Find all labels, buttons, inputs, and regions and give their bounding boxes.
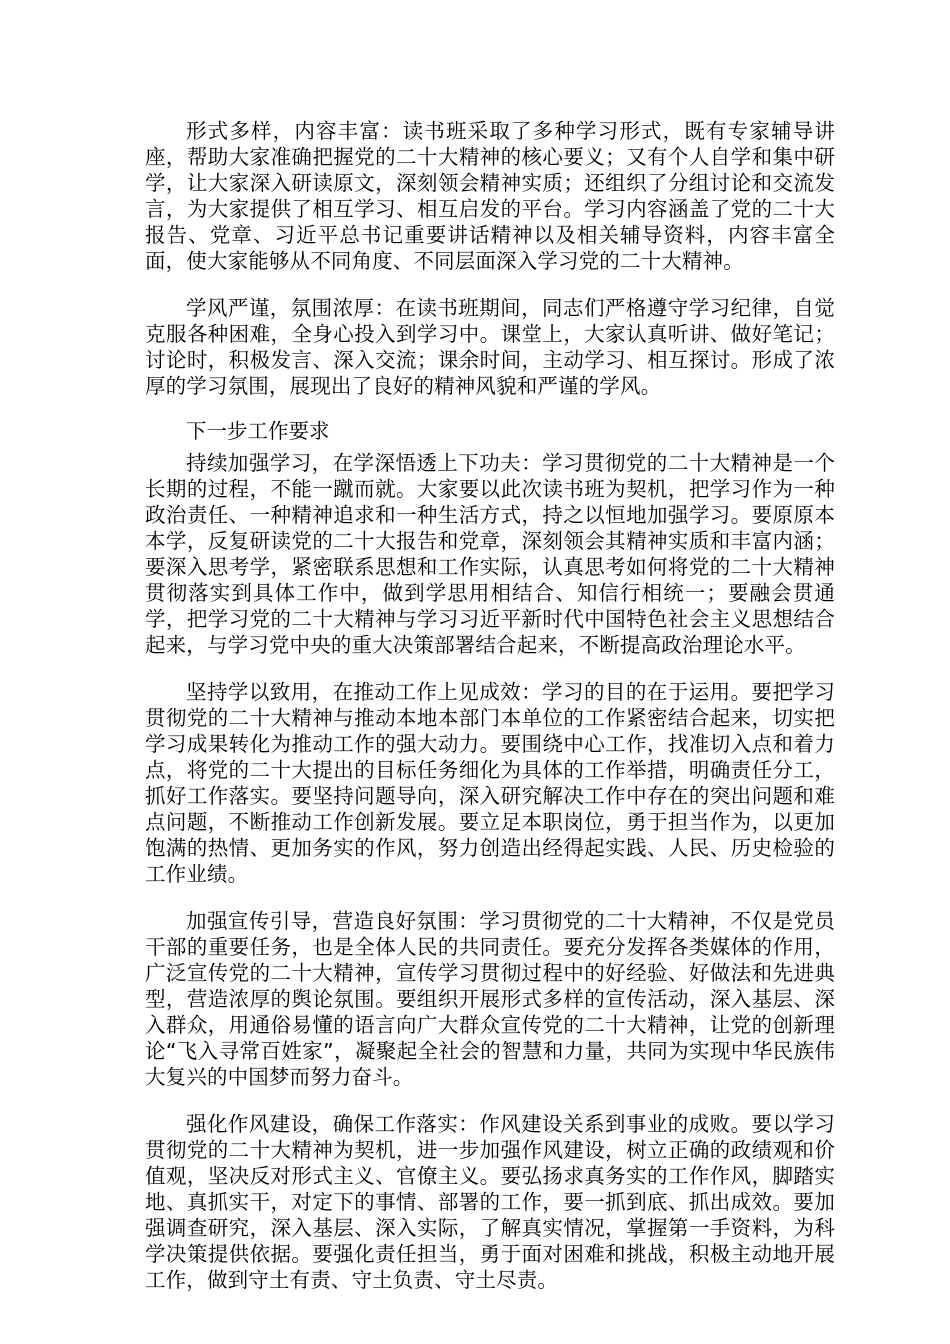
paragraph-continuous-study: 持续加强学习，在学深悟透上下功夫：学习贯彻党的二十大精神是一个长期的过程，不能一蹴而就。大家要以此次读书班为契机，把学习作为一种政治责任、一种精神追求和一种生活方式，持之以恒地加强学习。要原原本本学，反复研读党的二十大报告和党章，深刻领会其精神实质和丰富内涵；要深入思考学，紧密联系思想和工作实际，认真思考如何将党的二十大精神贯彻落实到具体工作中，做到学思用相结合、知信行相统一；要融会贯通学，把学习党的二十大精神与学习习近平新时代中国特色社会主义思想结合起来，与学习党中央的重大决策部署结合起来，不断提高政治理论水平。 (145, 451, 835, 657)
paragraph-study-style: 学风严谨，氛围浓厚：在读书班期间，同志们严格遵守学习纪律，自觉克服各种困难，全身心投入到学习中。课堂上，大家认真听讲、做好笔记；讨论时，积极发言、深入交流；课余时间，主动学习、相互探讨。形成了浓厚的学习氛围，展现出了良好的精神风貌和严谨的学风。 (145, 296, 835, 398)
paragraph-work-style: 强化作风建设，确保工作落实：作风建设关系到事业的成败。要以学习贯彻党的二十大精神为契机，进一步加强作风建设，树立正确的政绩观和价值观，坚决反对形式主义、官僚主义。要弘扬求真务实的工作作风，脚踏实地、真抓实干，对定下的事情、部署的工作，要一抓到底、抓出成效。要加强调查研究，深入基层、深入实际，了解真实情况，掌握第一手资料，为科学决策提供依据。要强化责任担当，勇于面对困难和挑战，积极主动地开展工作，做到守土有责、守土负责、守土尽责。 (145, 1112, 835, 1292)
paragraph-apply-learning: 坚持学以致用，在推动工作上见成效：学习的目的在于运用。要把学习贯彻党的二十大精神与推动本地本部门本单位的工作紧密结合起来，切实把学习成果转化为推动工作的强大动力。要围绕中心工作，找准切入点和着力点，将党的二十大提出的目标任务细化为具体的工作举措，明确责任分工，抓好工作落实。要坚持问题导向，深入研究解决工作中存在的突出问题和难点问题，不断推动工作创新发展。要立足本职岗位，勇于担当作为，以更加饱满的热情、更加务实的作风，努力创造出经得起实践、人民、历史检验的工作业绩。 (145, 680, 835, 886)
paragraph-publicity: 加强宣传引导，营造良好氛围：学习贯彻党的二十大精神，不仅是党员干部的重要任务，也是全体人民的共同责任。要充分发挥各类媒体的作用，广泛宣传党的二十大精神，宣传学习贯彻过程中的好经验、好做法和先进典型，营造浓厚的舆论氛围。要组织开展形式多样的宣传活动，深入基层、深入群众，用通俗易懂的语言向广大群众宣传党的二十大精神，让党的创新理论“飞入寻常百姓家”，凝聚起全社会的智慧和力量，共同为实现中华民族伟大复兴的中国梦而努力奋斗。 (145, 909, 835, 1089)
document-body (145, 118, 835, 1293)
section-heading-next-steps: 下一步工作要求 (186, 419, 330, 443)
paragraph-format-content: 形式多样，内容丰富：读书班采取了多种学习形式，既有专家辅导讲座，帮助大家准确把握党的二十大精神的核心要义；又有个人自学和集中研学，让大家深入研读原文，深刻领会精神实质；还组织了分组讨论和交流发言，为大家提供了相互学习、相互启发的平台。学习内容涵盖了党的二十大报告、党章、习近平总书记重要讲话精神以及相关辅导资料，内容丰富全面，使大家能够从不同角度、不同层面深入学习党的二十大精神。 (145, 119, 835, 273)
